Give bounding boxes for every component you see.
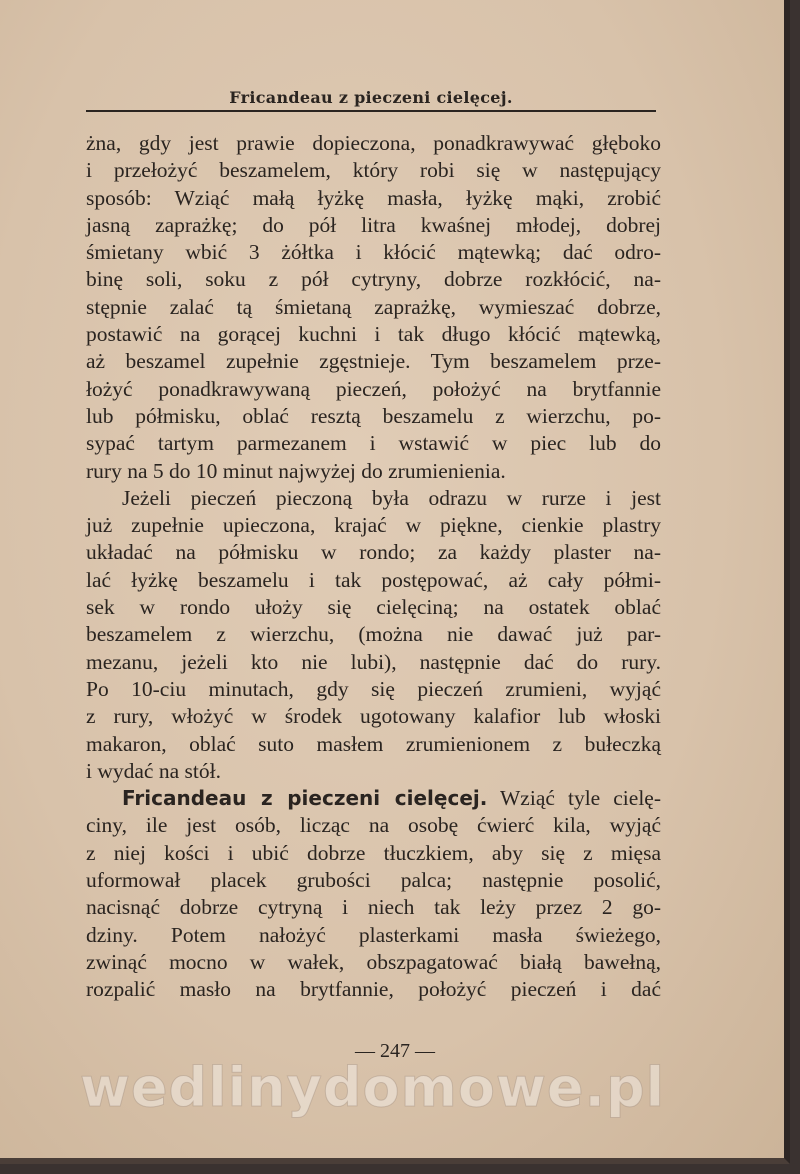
page-number: — 247 —: [355, 1040, 435, 1062]
text-line: jasną zaprażkę; do pół litra kwaśnej młodej, dobrej: [86, 212, 661, 237]
text-line: lać łyżkę beszamelu i tak postępować, aż cały półmi-: [86, 567, 661, 592]
text-line: już zupełnie upieczona, krajać w piękne, cienkie plastry: [86, 513, 661, 538]
text-line: Po 10-ciu minutach, gdy się pieczeń zrumieni, wyjąć: [86, 676, 661, 701]
page-body: [86, 130, 661, 1004]
text-line: łożyć ponadkrawywaną pieczeń, położyć na brytfannie: [86, 376, 661, 401]
text-line: sposób: Wziąć małą łyżkę masła, łyżkę mąki, zrobić: [86, 185, 661, 210]
text-line: aż beszamel zupełnie zgęstnieje. Tym beszamelem prze-: [86, 349, 661, 374]
text-line: binę soli, soku z pół cytryny, dobrze rozkłócić, na-: [86, 267, 661, 292]
text-line: z rury, włożyć w środek ugotowany kalafior lub włoski: [86, 704, 661, 729]
header-rule: [86, 110, 656, 112]
recipe-title: Fricandeau z pieczeni cielęcej.: [122, 786, 488, 811]
text-line: rozpalić masło na brytfannie, położyć pieczeń i dać: [86, 977, 661, 1002]
text-line: postawić na gorącej kuchni i tak długo kłócić mątewką,: [86, 322, 661, 347]
text-line: sek w rondo ułoży się cielęciną; na ostatek oblać: [86, 595, 661, 620]
text-line: rury na 5 do 10 minut najwyżej do zrumienienia.: [86, 458, 506, 483]
text-line: układać na półmisku w rondo; za każdy plaster na-: [86, 540, 661, 565]
text-line: zwinąć mocno w wałek, obszpagatować białą bawełną,: [86, 949, 661, 974]
text-line: uformował placek grubości palca; następnie posolić,: [86, 868, 661, 893]
text-line: dziny. Potem nałożyć plasterkami masła świeżego,: [86, 922, 661, 947]
text-line: i wydać na stół.: [86, 758, 221, 783]
text-line: śmietany wbić 3 żółtka i kłócić mątewką; dać odro-: [86, 240, 661, 265]
text-line: beszamelem z wierzchu, (można nie dawać już par-: [86, 622, 661, 647]
text-line: ciny, ile jest osób, licząc na osobę ćwierć kila, wyjąć: [86, 813, 661, 838]
text-line: i przełożyć beszamelem, który robi się w następujący: [86, 158, 661, 183]
text-line: Jeżeli pieczeń pieczoną była odrazu w rurze i jest: [122, 485, 661, 510]
recipe-heading-line: [86, 785, 661, 812]
text-line: mezanu, jeżeli kto nie lubi), następnie dać do rury.: [86, 649, 661, 674]
text-line: lub półmisku, oblać resztą beszamelu z wierzchu, po-: [86, 403, 661, 428]
text-line: makaron, oblać suto masłem zrumienionem z bułeczką: [86, 731, 661, 756]
text-line: nacisnąć dobrze cytryną i niech tak leży przez 2 go-: [86, 895, 661, 920]
recipe-first-line-rest: Wziąć tyle cielę-: [500, 786, 661, 811]
text-line: stępnie zalać tą śmietaną zaprażkę, wymieszać dobrze,: [86, 294, 661, 319]
text-line: z niej kości i ubić dobrze tłuczkiem, aby się z mięsa: [86, 840, 661, 865]
watermark: wedlinydomowe.pl: [80, 1056, 666, 1119]
running-header: Fricandeau z pieczeni cielęcej.: [229, 88, 513, 107]
text-line: sypać tartym parmezanem i wstawić w piec lub do: [86, 431, 661, 456]
text-line: żna, gdy jest prawie dopieczona, ponadkrawywać głęboko: [86, 131, 661, 155]
